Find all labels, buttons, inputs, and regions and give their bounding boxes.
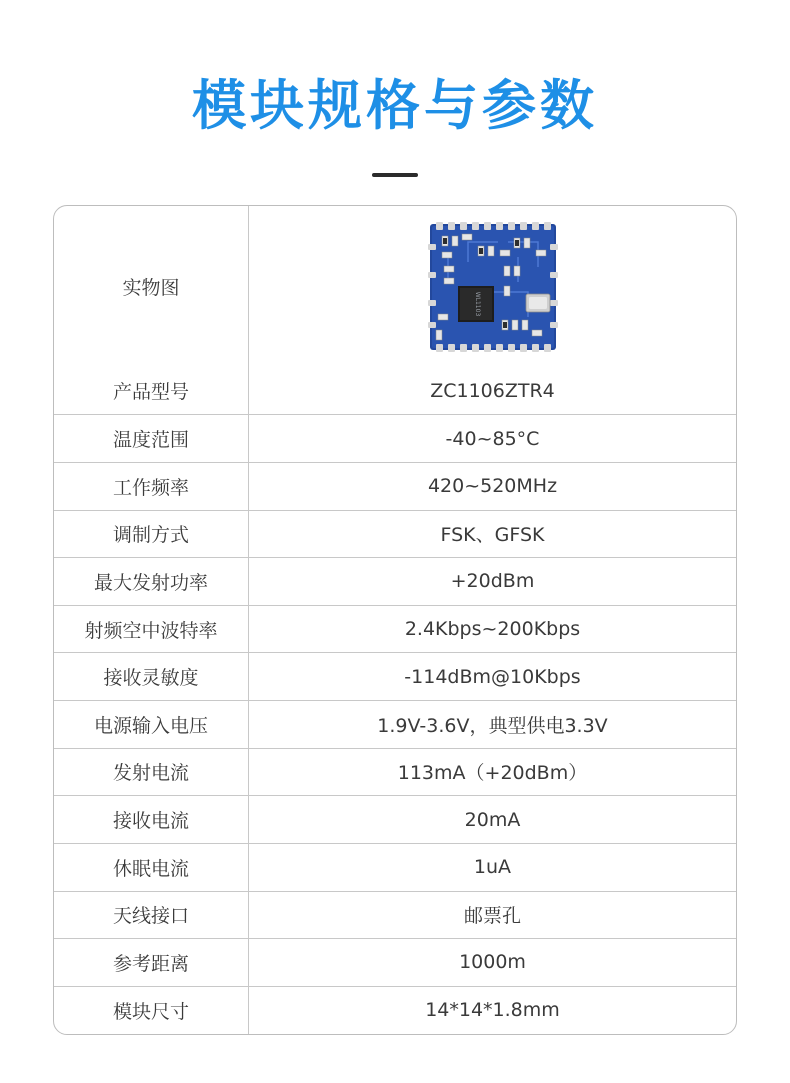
spec-label: 参考距离 [54,939,249,987]
table-row [54,605,736,653]
table-row [54,748,736,796]
spec-label: 最大发射功率 [54,558,249,606]
spec-label: 接收灵敏度 [54,653,249,701]
svg-text:WL1103: WL1103 [473,291,481,316]
spec-label: 实物图 [54,206,249,367]
module-photo-cell [249,206,737,367]
spec-value: 1.9V-3.6V，典型供电3.3V [249,701,737,749]
table-row [54,843,736,891]
table-row [54,939,736,987]
spec-label: 模块尺寸 [54,986,249,1034]
spec-value: ZC1106ZTR4 [249,367,737,415]
table-row [54,558,736,606]
spec-label: 工作频率 [54,462,249,510]
spec-label: 电源输入电压 [54,701,249,749]
table-row [54,367,736,415]
spec-value: 113mA（+20dBm） [249,748,737,796]
spec-label: 休眠电流 [54,843,249,891]
table-row [54,415,736,463]
spec-label: 发射电流 [54,748,249,796]
spec-label: 调制方式 [54,510,249,558]
spec-value: 14*14*1.8mm [425,999,560,1022]
spec-value: -40~85°C [249,415,737,463]
table-row [54,891,736,939]
spec-label: 射频空中波特率 [54,605,249,653]
table-row [54,796,736,844]
spec-value: 420~520MHz [249,462,737,510]
table-row [54,653,736,701]
spec-value: FSK、GFSK [249,510,737,558]
spec-table [53,205,737,1035]
spec-value: 1uA [249,843,737,891]
table-row [54,462,736,510]
spec-value: -114dBm@10Kbps [249,653,737,701]
spec-value: 20mA [249,796,737,844]
spec-label: 产品型号 [54,367,249,415]
title-underline [372,173,418,177]
spec-label: 天线接口 [54,891,249,939]
spec-value: 1000m [249,939,737,987]
module-photo [428,222,558,352]
table-row [54,510,736,558]
table-row-photo [54,206,736,367]
spec-label: 温度范围 [54,415,249,463]
page-title: 模块规格与参数 [192,74,598,137]
spec-value: +20dBm [249,558,737,606]
table-row [54,701,736,749]
spec-value: 2.4Kbps~200Kbps [249,605,737,653]
spec-value: 邮票孔 [249,891,737,939]
table-row [54,986,736,1034]
spec-label: 接收电流 [54,796,249,844]
